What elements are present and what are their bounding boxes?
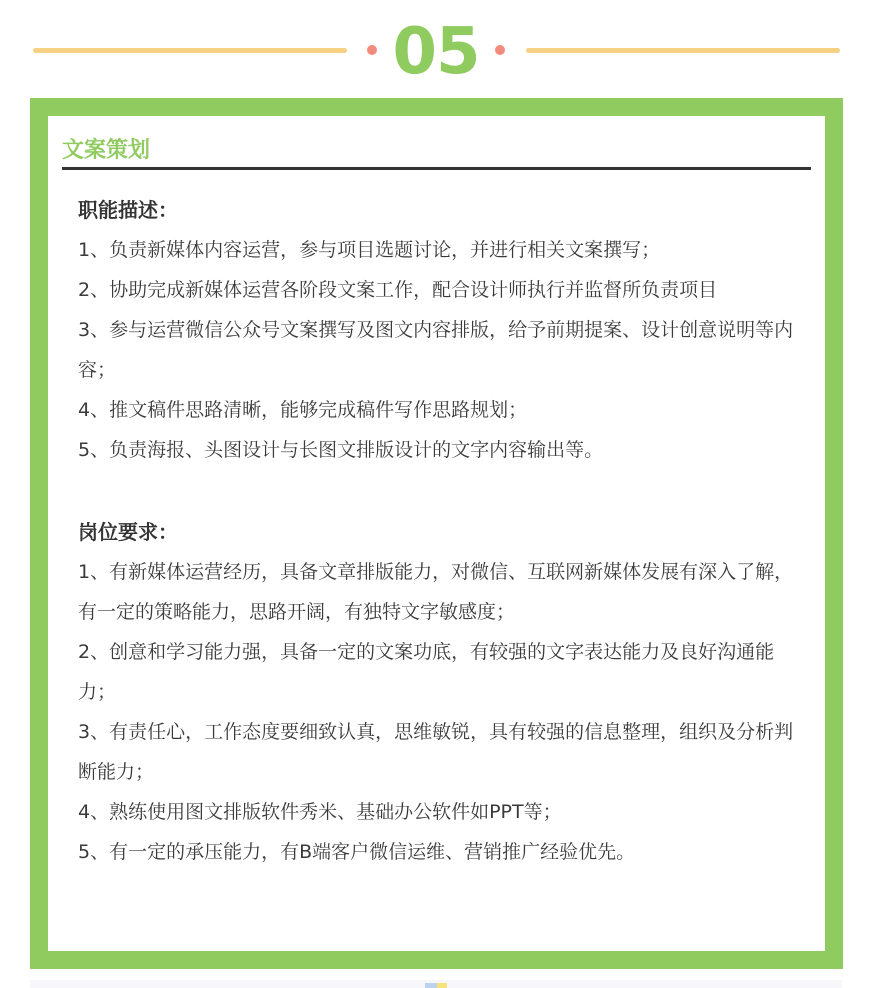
duty-item: 5、负责海报、头图设计与长图文排版设计的文字内容输出等。 bbox=[78, 439, 604, 461]
requirement-item: 2、创意和学习能力强，具备一定的文案功底，有较强的文字表达能力及良好沟通能力； bbox=[78, 641, 775, 703]
requirements-heading: 岗位要求： bbox=[78, 520, 178, 544]
decorative-dot-right bbox=[495, 45, 505, 55]
duty-item: 1、负责新媒体内容运营，参与项目选题讨论，并进行相关文案撰写； bbox=[78, 239, 661, 261]
decorative-dot-left bbox=[367, 45, 377, 55]
strip-mark-blue bbox=[425, 983, 437, 988]
job-content bbox=[78, 190, 798, 872]
title-divider bbox=[62, 167, 811, 170]
duty-item: 3、参与运营微信公众号文案撰写及图文内容排版，给予前期提案、设计创意说明等内容； bbox=[78, 319, 794, 381]
duty-item: 2、协助完成新媒体运营各阶段文案工作，配合设计师执行并监督所负责项目 bbox=[78, 279, 718, 301]
job-card-frame bbox=[30, 98, 843, 969]
section-number: 05 bbox=[392, 15, 480, 89]
decorative-line-right bbox=[526, 48, 840, 53]
duty-item: 4、推文稿件思路清晰，能够完成稿件写作思路规划； bbox=[78, 399, 528, 421]
decorative-line-left bbox=[33, 48, 347, 53]
requirement-item: 5、有一定的承压能力，有B端客户微信运维、营销推广经验优先。 bbox=[78, 841, 636, 863]
requirement-item: 4、熟练使用图文排版软件秀米、基础办公软件如PPT等； bbox=[78, 801, 562, 823]
duties-heading: 职能描述： bbox=[78, 198, 178, 222]
section-number-header bbox=[0, 0, 872, 100]
job-title: 文案策划 bbox=[62, 138, 151, 163]
requirement-item: 1、有新媒体运营经历，具备文章排版能力，对微信、互联网新媒体发展有深入了解，有一定的策略能力，思路开阔，有独特文字敏感度； bbox=[78, 561, 794, 623]
job-card-panel bbox=[48, 116, 825, 951]
strip-mark-yellow bbox=[437, 983, 447, 988]
section-spacer bbox=[78, 470, 798, 512]
requirement-item: 3、有责任心，工作态度要细致认真，思维敏锐，具有较强的信息整理，组织及分析判断能力； bbox=[78, 721, 794, 783]
